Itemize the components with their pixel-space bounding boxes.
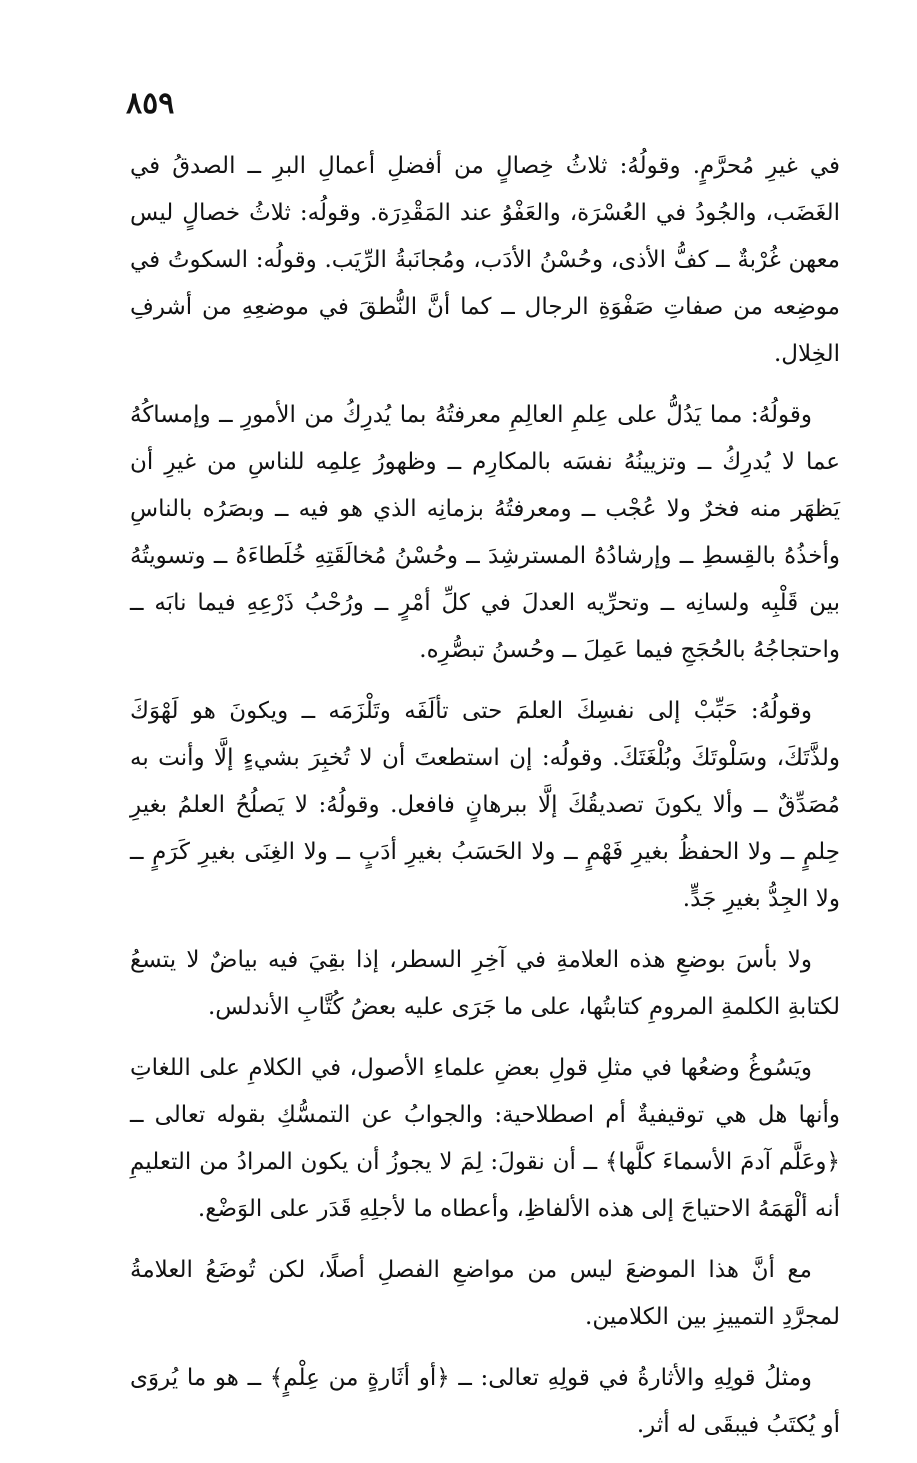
paragraph: مع أنَّ هذا الموضعَ ليس من مواضعِ الفصلِ أصلًا، لكن تُوضَعُ العلامةُ لمجرَّدِ التمييزِ بين الكلامين. <box>130 1257 840 1330</box>
page-number: ٨٥٩ <box>126 86 175 121</box>
paragraph: في غيرِ مُحرَّمٍ. وقولُهُ: ثلاثُ خِصالٍ من أفضلِ أعمالِ البرِ ــ الصدقُ في الغَضَب، والجُودُ في العُسْرَة، والعَفْوُ عند المَقْدِرَة. وقولُه: ثلاثُ خصالٍ ليس معهن غُرْبةٌ ــ كفُّ الأذى، وحُسْنُ الأدَب، ومُجانَبةُ الرِّيَب. وقولُه: السكوتُ في موضِعه من صفاتِ صَفْوَةِ الرجال ــ كما أنَّ النُّطقَ في موضعِهِ من أشرفِ الخِلال. <box>130 153 840 367</box>
paragraph: وقولُهُ: مما يَدُلُّ على عِلمِ العالِمِ معرفتُهُ بما يُدرِكُ من الأمورِ ــ وإمساكُهُ عما لا يُدرِكُ ــ وتزيينُهُ نفسَه بالمكارِم ــ وظهورُ عِلمِه للناسِ من غيرِ أن يَظهَر منه فخرٌ ولا عُجْب ــ ومعرفتُهُ بزمانِه الذي هو فيه ــ وبصَرُه بالناسِ وأخذُهُ بالقِسطِ ــ وإرشادُهُ المسترشِدَ ــ وحُسْنُ مُخالَقَتِهِ خُلَطاءَهُ ــ وتسويتُهُ بين قَلْبِه ولسانِه ــ وتحرِّيه العدلَ في كلِّ أمْرٍ ــ ورُحْبُ ذَرْعِهِ فيما نابَه ــ واحتجاجُهُ بالحُجَجِ فيما عَمِلَ ــ وحُسنُ تبصُّرِه. <box>130 402 840 663</box>
paragraph: وقولُهُ: حَبِّبْ إلى نفسِكَ العلمَ حتى تألَفَه وتَلْزَمَه ــ ويكونَ هو لَهْوَكَ ولذَّتَكَ، وسَلْوتَكَ وبُلْغَتَكَ. وقولُه: إن استطعتَ أن لا تُخبِرَ بشيءٍ إلَّا وأنت به مُصَدِّقٌ ــ وألا يكونَ تصديقُكَ إلَّا ببرهانٍ فافعل. وقولُهُ: لا يَصلُحُ العلمُ بغيرِ حِلمٍ ــ ولا الحفظُ بغيرِ فَهْمٍ ــ ولا الحَسَبُ بغيرِ أدَبٍ ــ ولا الغِنَى بغيرِ كَرَمٍ ــ ولا الجِدُّ بغيرِ جَدٍّ. <box>130 698 840 912</box>
body-text <box>130 143 840 1463</box>
paragraph: ولا بأسَ بوضعِ هذه العلامةِ في آخِرِ السطر، إذا بقِيَ فيه بياضٌ لا يتسعُ لكتابةِ الكلمةِ المرومِ كتابتُها، على ما جَرَى عليه بعضُ كُتَّابِ الأندلس. <box>130 947 840 1020</box>
paragraph: ويَسُوغُ وضعُها في مثلِ قولِ بعضِ علماءِ الأصول، في الكلامِ على اللغاتِ وأنها هل هي توقيفيةٌ أم اصطلاحية: والجوابُ عن التمسُّكِ بقوله تعالى ــ ﴿وعَلَّم آدمَ الأسماءَ كلَّها﴾ ــ أن نقولَ: لِمَ لا يجوزُ أن يكون المرادُ من التعليمِ أنه ألْهَمَهُ الاحتياجَ إلى هذه الألفاظِ، وأعطاه ما لأجلِهِ قَدَر على الوَضْع. <box>130 1055 840 1222</box>
paragraph: ومثلُ قولِهِ والأثارةُ في قولِهِ تعالى: ــ ﴿أو أثَارةٍ من عِلْمٍ﴾ ــ هو ما يُروَى أو يُكتَبُ فيبقَى له أثر. <box>130 1365 840 1438</box>
